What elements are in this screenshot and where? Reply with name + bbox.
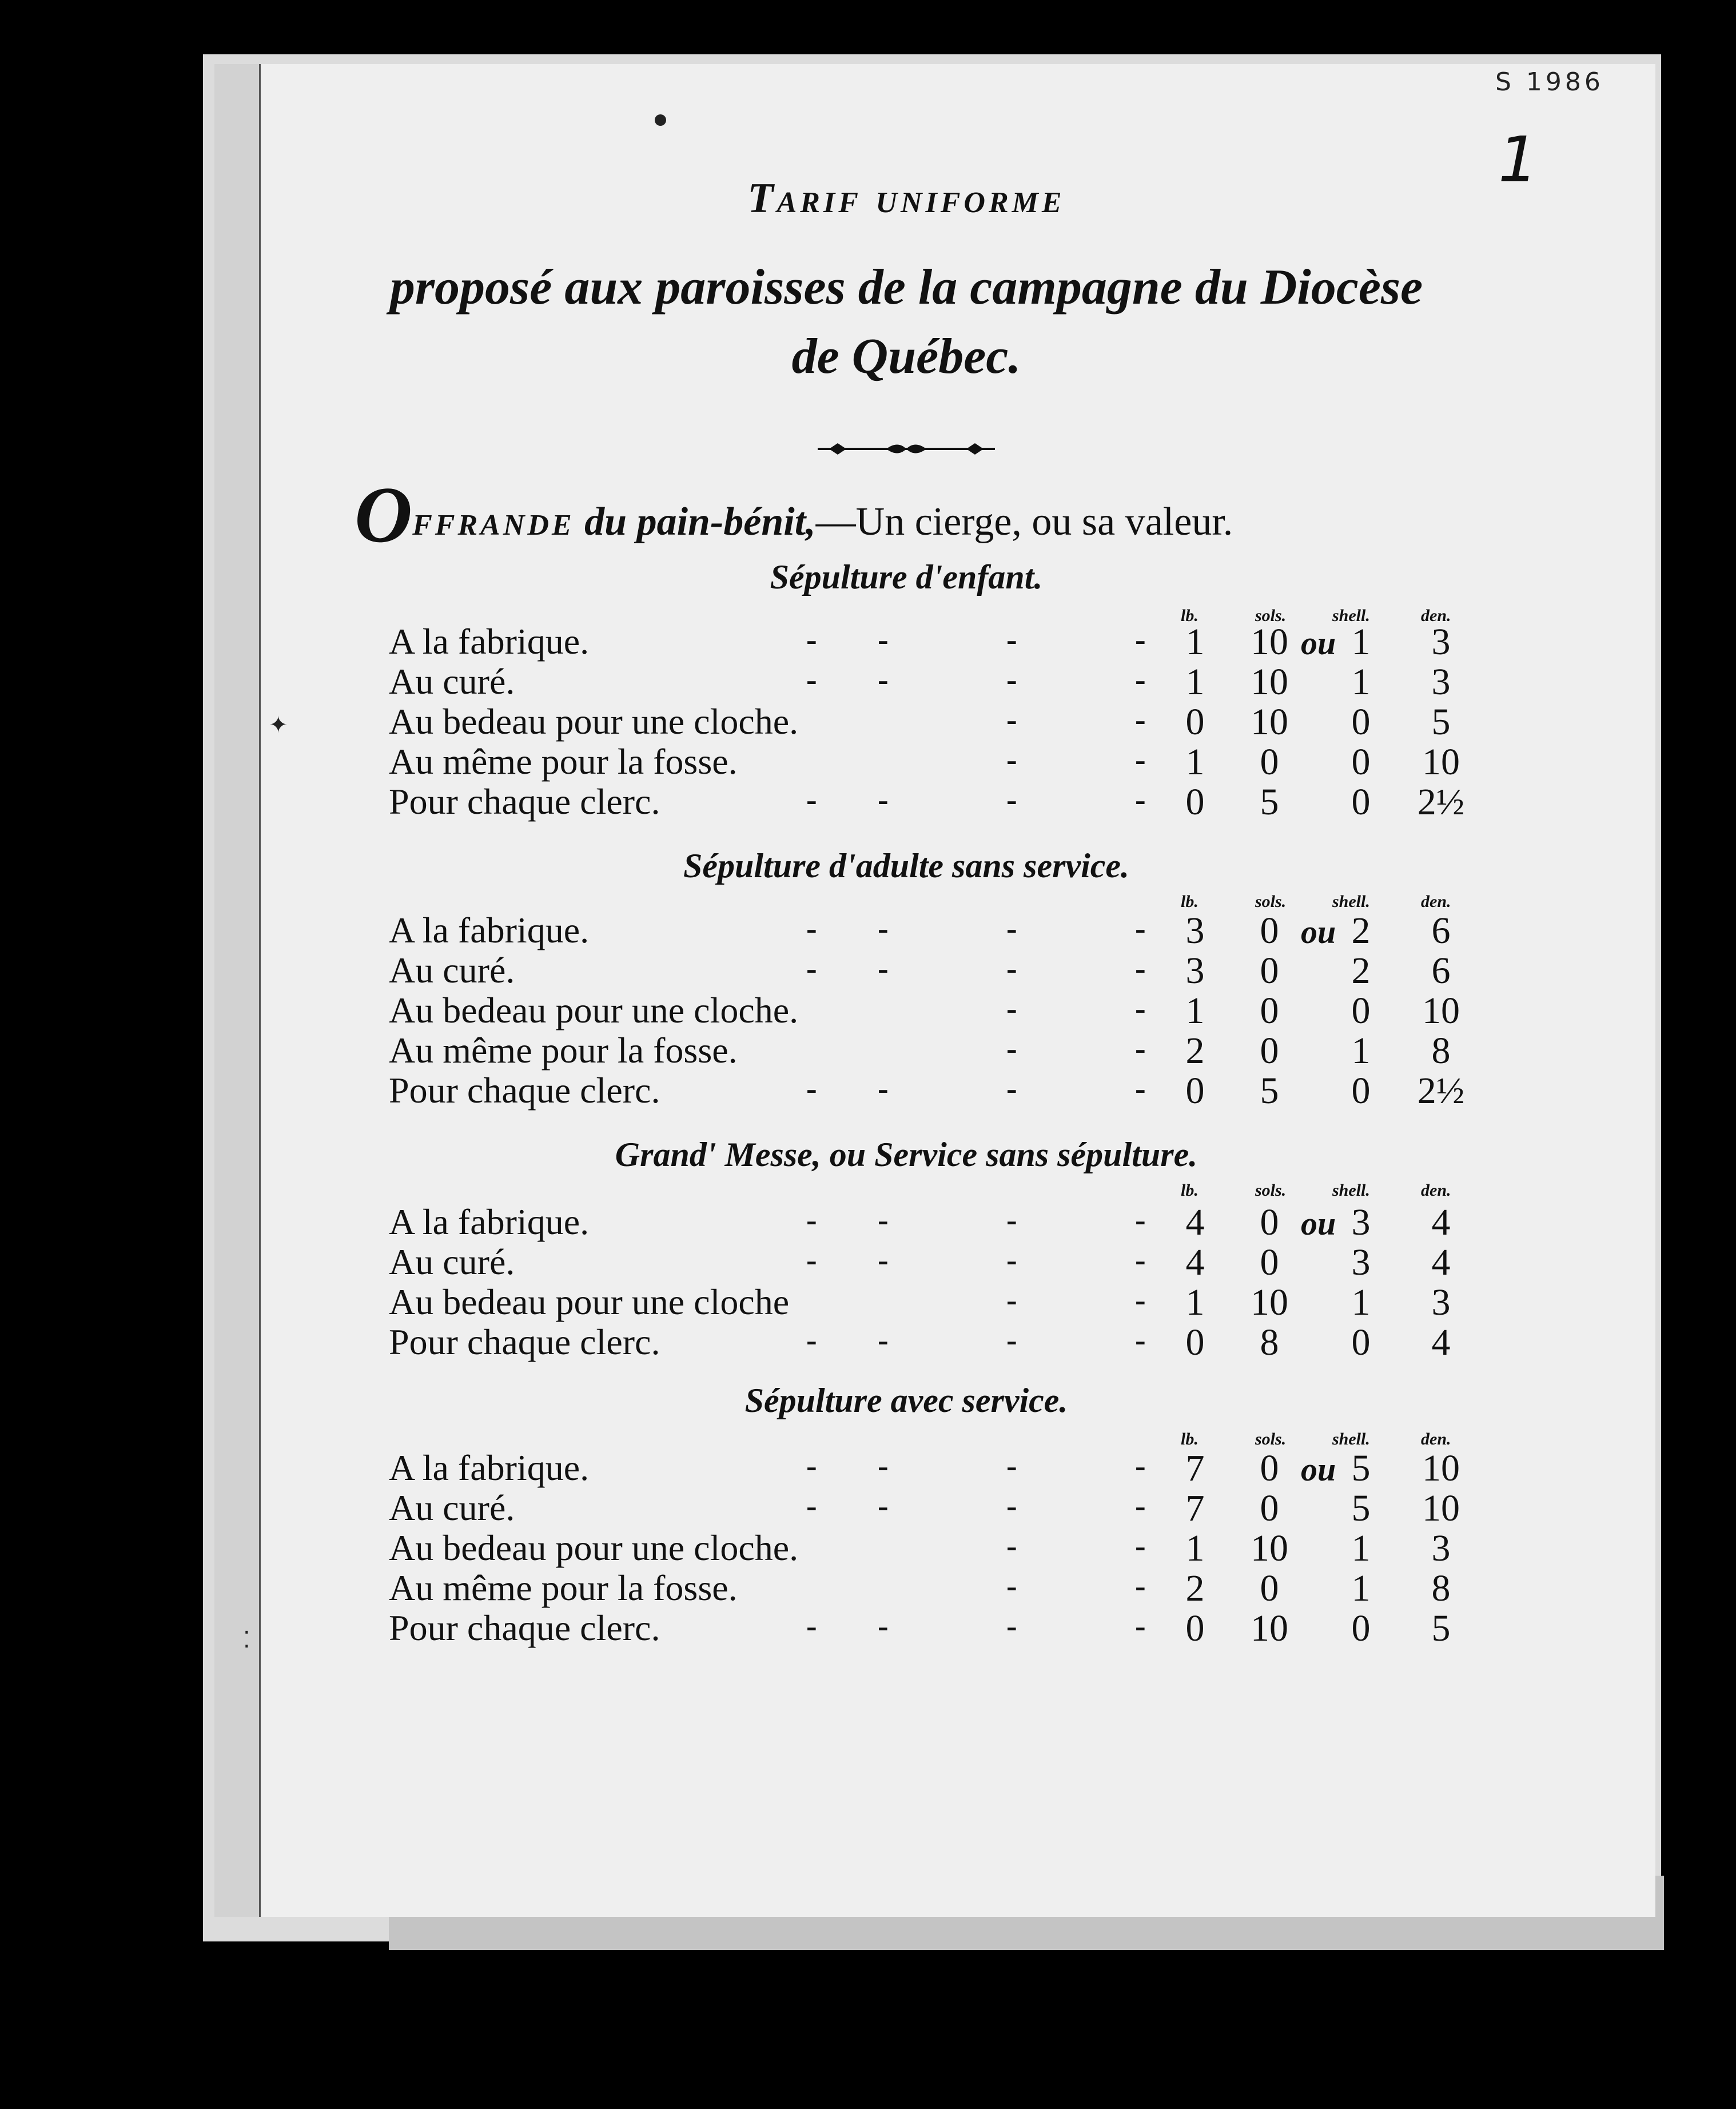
value-den: 2½	[1417, 1070, 1465, 1112]
value-sols: 10	[1251, 1282, 1288, 1323]
column-header-lb: lb.	[1181, 606, 1199, 625]
value-shell: 0	[1351, 990, 1371, 1032]
value-sols: 0	[1260, 1487, 1279, 1529]
leader-dash: -	[1135, 622, 1146, 658]
row-label: Au bedeau pour une cloche.	[389, 1527, 799, 1568]
section-title: Grand' Messe, ou Service sans sépulture.	[615, 1136, 1198, 1173]
value-lb: 2	[1185, 1030, 1205, 1072]
leader-dash: -	[878, 622, 889, 658]
leader-dash: -	[878, 1609, 889, 1644]
value-sols: 10	[1251, 661, 1288, 703]
leader-dash: -	[1135, 951, 1146, 986]
value-lb: 1	[1185, 1527, 1205, 1569]
row-label: Au curé.	[389, 950, 515, 990]
ou-label: ou	[1301, 624, 1336, 662]
leader-dash: -	[1006, 742, 1017, 778]
value-den: 10	[1422, 1447, 1460, 1489]
leader-dash: -	[1006, 1203, 1017, 1238]
value-lb: 7	[1185, 1447, 1205, 1489]
leader-dash: -	[878, 1323, 889, 1358]
value-lb: 1	[1185, 1282, 1205, 1323]
leader-dash: -	[878, 1449, 889, 1484]
value-sols: 0	[1260, 1567, 1279, 1609]
leader-dash: -	[1135, 911, 1146, 946]
leader-dash: -	[806, 1203, 817, 1238]
value-sols: 0	[1260, 1201, 1279, 1243]
value-den: 3	[1431, 621, 1451, 663]
leader-dash: -	[1006, 1323, 1017, 1358]
leader-dash: -	[1135, 1071, 1146, 1107]
ou-label: ou	[1301, 1205, 1336, 1242]
value-den: 3	[1431, 661, 1451, 703]
value-sols: 10	[1251, 1607, 1288, 1649]
section-title: Sépulture d'enfant.	[770, 558, 1043, 596]
offrande-line	[355, 469, 1475, 561]
value-shell: 0	[1351, 701, 1371, 743]
value-sols: 10	[1251, 701, 1288, 743]
value-den: 4	[1431, 1322, 1451, 1363]
leader-dash: -	[1135, 1569, 1146, 1604]
row-label: A la fabrique.	[389, 910, 590, 950]
ornament-rule	[818, 440, 995, 457]
value-lb: 0	[1185, 781, 1205, 823]
leader-dash: -	[878, 951, 889, 986]
leader-dash: -	[878, 1243, 889, 1278]
column-header-shell: shell.	[1332, 606, 1370, 625]
row-label: A la fabrique.	[389, 1201, 590, 1242]
leader-dash: -	[806, 951, 817, 986]
value-sols: 0	[1260, 1241, 1279, 1283]
value-sols: 10	[1251, 621, 1288, 663]
column-header-sols: sols.	[1255, 606, 1287, 625]
column-header-sols: sols.	[1255, 1181, 1287, 1200]
value-sols: 0	[1260, 950, 1279, 992]
margin-mark: ✦	[269, 712, 288, 738]
row-label: Au bedeau pour une cloche	[389, 1282, 790, 1322]
value-lb: 1	[1185, 741, 1205, 783]
row-label: Pour chaque clerc.	[389, 781, 660, 822]
leader-dash: -	[1006, 1071, 1017, 1107]
row-label: Pour chaque clerc.	[389, 1607, 660, 1648]
value-lb: 1	[1185, 661, 1205, 703]
row-label: Au curé.	[389, 1241, 515, 1282]
row-label: Pour chaque clerc.	[389, 1070, 660, 1111]
leader-dash: -	[806, 1071, 817, 1107]
leader-dash: -	[1006, 1609, 1017, 1644]
column-header-lb: lb.	[1181, 1181, 1199, 1200]
leader-dash: -	[1135, 1449, 1146, 1484]
column-header-den: den.	[1421, 1181, 1451, 1200]
leader-dash: -	[1006, 991, 1017, 1026]
leader-dash: -	[1135, 1031, 1146, 1067]
value-lb: 1	[1185, 621, 1205, 663]
row-label: Pour chaque clerc.	[389, 1322, 660, 1362]
value-shell: 2	[1351, 950, 1371, 992]
value-den: 4	[1431, 1241, 1451, 1283]
value-den: 8	[1431, 1030, 1451, 1072]
value-sols: 10	[1251, 1527, 1288, 1569]
column-header-den: den.	[1421, 892, 1451, 911]
archive-number: S 1986	[1495, 67, 1604, 97]
column-header-lb: lb.	[1181, 892, 1199, 911]
leader-dash: -	[1006, 782, 1017, 818]
column-header-den: den.	[1421, 606, 1451, 625]
value-shell: 1	[1351, 661, 1371, 703]
value-lb: 0	[1185, 1322, 1205, 1363]
row-label: Au curé.	[389, 1487, 515, 1528]
leader-dash: -	[1006, 1489, 1017, 1524]
leader-dash: -	[878, 782, 889, 818]
column-header-shell: shell.	[1332, 1430, 1370, 1449]
value-lb: 4	[1185, 1201, 1205, 1243]
leader-dash: -	[878, 1489, 889, 1524]
title-line-1: Tarif uniforme	[747, 175, 1065, 222]
value-shell: 5	[1351, 1447, 1371, 1489]
value-lb: 0	[1185, 1070, 1205, 1112]
value-sols: 0	[1260, 990, 1279, 1032]
value-lb: 7	[1185, 1487, 1205, 1529]
row-label: A la fabrique.	[389, 621, 590, 662]
leader-dash: -	[806, 1449, 817, 1484]
value-lb: 3	[1185, 950, 1205, 992]
leader-dash: -	[1006, 622, 1017, 658]
leader-dash: -	[1006, 702, 1017, 738]
leader-dash: -	[806, 1243, 817, 1278]
value-sols: 0	[1260, 741, 1279, 783]
value-den: 3	[1431, 1282, 1451, 1323]
leader-dash: -	[878, 911, 889, 946]
offrande-italic: du pain-bénit,	[584, 500, 816, 544]
title-line-3: de Québec.	[791, 329, 1021, 384]
value-lb: 2	[1185, 1567, 1205, 1609]
row-label: Au bedeau pour une cloche.	[389, 701, 799, 742]
row-label: Au même pour la fosse.	[389, 741, 738, 782]
leader-dash: -	[1135, 1283, 1146, 1318]
leader-dash: -	[1006, 1529, 1017, 1564]
value-shell: 3	[1351, 1201, 1371, 1243]
section-title: Sépulture d'adulte sans service.	[683, 847, 1130, 885]
value-shell: 0	[1351, 1322, 1371, 1363]
page-binding-edge	[214, 64, 261, 1917]
leader-dash: -	[1135, 1609, 1146, 1644]
value-sols: 0	[1260, 1447, 1279, 1489]
row-label: Au même pour la fosse.	[389, 1567, 738, 1608]
leader-dash: -	[806, 782, 817, 818]
offrande-caps: FFRANDE	[412, 509, 575, 542]
value-sols: 0	[1260, 1030, 1279, 1072]
value-shell: 0	[1351, 1607, 1371, 1649]
row-label: A la fabrique.	[389, 1447, 590, 1488]
value-sols: 5	[1260, 781, 1279, 823]
leader-dash: -	[1135, 1203, 1146, 1238]
leader-dash: -	[806, 1609, 817, 1644]
value-den: 3	[1431, 1527, 1451, 1569]
value-den: 5	[1431, 1607, 1451, 1649]
value-den: 4	[1431, 1201, 1451, 1243]
value-shell: 1	[1351, 1282, 1371, 1323]
value-shell: 2	[1351, 910, 1371, 952]
value-shell: 3	[1351, 1241, 1371, 1283]
value-lb: 3	[1185, 910, 1205, 952]
leader-dash: -	[1135, 1489, 1146, 1524]
leader-dash: -	[1006, 951, 1017, 986]
value-den: 2½	[1417, 781, 1465, 823]
leader-dash: -	[1135, 1243, 1146, 1278]
section-title: Sépulture avec service.	[744, 1382, 1068, 1419]
value-shell: 0	[1351, 781, 1371, 823]
leader-dash: -	[1006, 1449, 1017, 1484]
leader-dash: -	[1006, 1283, 1017, 1318]
value-den: 10	[1422, 741, 1460, 783]
value-sols: 5	[1260, 1070, 1279, 1112]
offrande-initial: O	[355, 471, 413, 559]
ou-label: ou	[1301, 913, 1336, 950]
value-sols: 8	[1260, 1322, 1279, 1363]
leader-dash: -	[1135, 1529, 1146, 1564]
ou-label: ou	[1301, 1451, 1336, 1488]
value-den: 6	[1431, 950, 1451, 992]
leader-dash: -	[1135, 1323, 1146, 1358]
value-den: 10	[1422, 990, 1460, 1032]
value-den: 5	[1431, 701, 1451, 743]
page-number: 1	[1498, 123, 1538, 196]
value-shell: 0	[1351, 1070, 1371, 1112]
value-sols: 0	[1260, 910, 1279, 952]
column-header-sols: sols.	[1255, 1430, 1287, 1449]
leader-dash: -	[806, 911, 817, 946]
column-header-shell: shell.	[1332, 1181, 1370, 1200]
value-shell: 1	[1351, 1567, 1371, 1609]
value-lb: 1	[1185, 990, 1205, 1032]
value-lb: 0	[1185, 1607, 1205, 1649]
leader-dash: -	[1135, 782, 1146, 818]
leader-dash: -	[1006, 1031, 1017, 1067]
column-header-lb: lb.	[1181, 1430, 1199, 1449]
leader-dash: -	[1135, 702, 1146, 738]
leader-dash: -	[1006, 1569, 1017, 1604]
title-line-2: proposé aux paroisses de la campagne du Diocèse	[389, 260, 1423, 315]
margin-mark: ⁚	[243, 1627, 250, 1653]
leader-dash: -	[1006, 1243, 1017, 1278]
value-lb: 4	[1185, 1241, 1205, 1283]
leader-dash: -	[878, 1071, 889, 1107]
row-label: Au même pour la fosse.	[389, 1030, 738, 1071]
leader-dash: -	[806, 662, 817, 698]
value-shell: 1	[1351, 1030, 1371, 1072]
row-label: Au curé.	[389, 661, 515, 702]
leader-dash: -	[806, 1323, 817, 1358]
column-header-den: den.	[1421, 1430, 1451, 1449]
leader-dash: -	[878, 1203, 889, 1238]
value-shell: 1	[1351, 1527, 1371, 1569]
value-den: 8	[1431, 1567, 1451, 1609]
leader-dash: -	[1135, 742, 1146, 778]
value-shell: 5	[1351, 1487, 1371, 1529]
value-den: 6	[1431, 910, 1451, 952]
column-header-sols: sols.	[1255, 892, 1287, 911]
leader-dash: -	[878, 662, 889, 698]
value-lb: 0	[1185, 701, 1205, 743]
row-label: Au bedeau pour une cloche.	[389, 990, 799, 1030]
leader-dash: -	[1135, 662, 1146, 698]
value-shell: 1	[1351, 621, 1371, 663]
leader-dash: -	[806, 1489, 817, 1524]
value-den: 10	[1422, 1487, 1460, 1529]
leader-dash: -	[1135, 991, 1146, 1026]
leader-dash: -	[806, 622, 817, 658]
leader-dash: -	[1006, 662, 1017, 698]
column-header-shell: shell.	[1332, 892, 1370, 911]
leader-dash: -	[1006, 911, 1017, 946]
offrande-rest: —Un cierge, ou sa valeur.	[815, 500, 1233, 544]
value-shell: 0	[1351, 741, 1371, 783]
ink-dot	[655, 114, 666, 126]
